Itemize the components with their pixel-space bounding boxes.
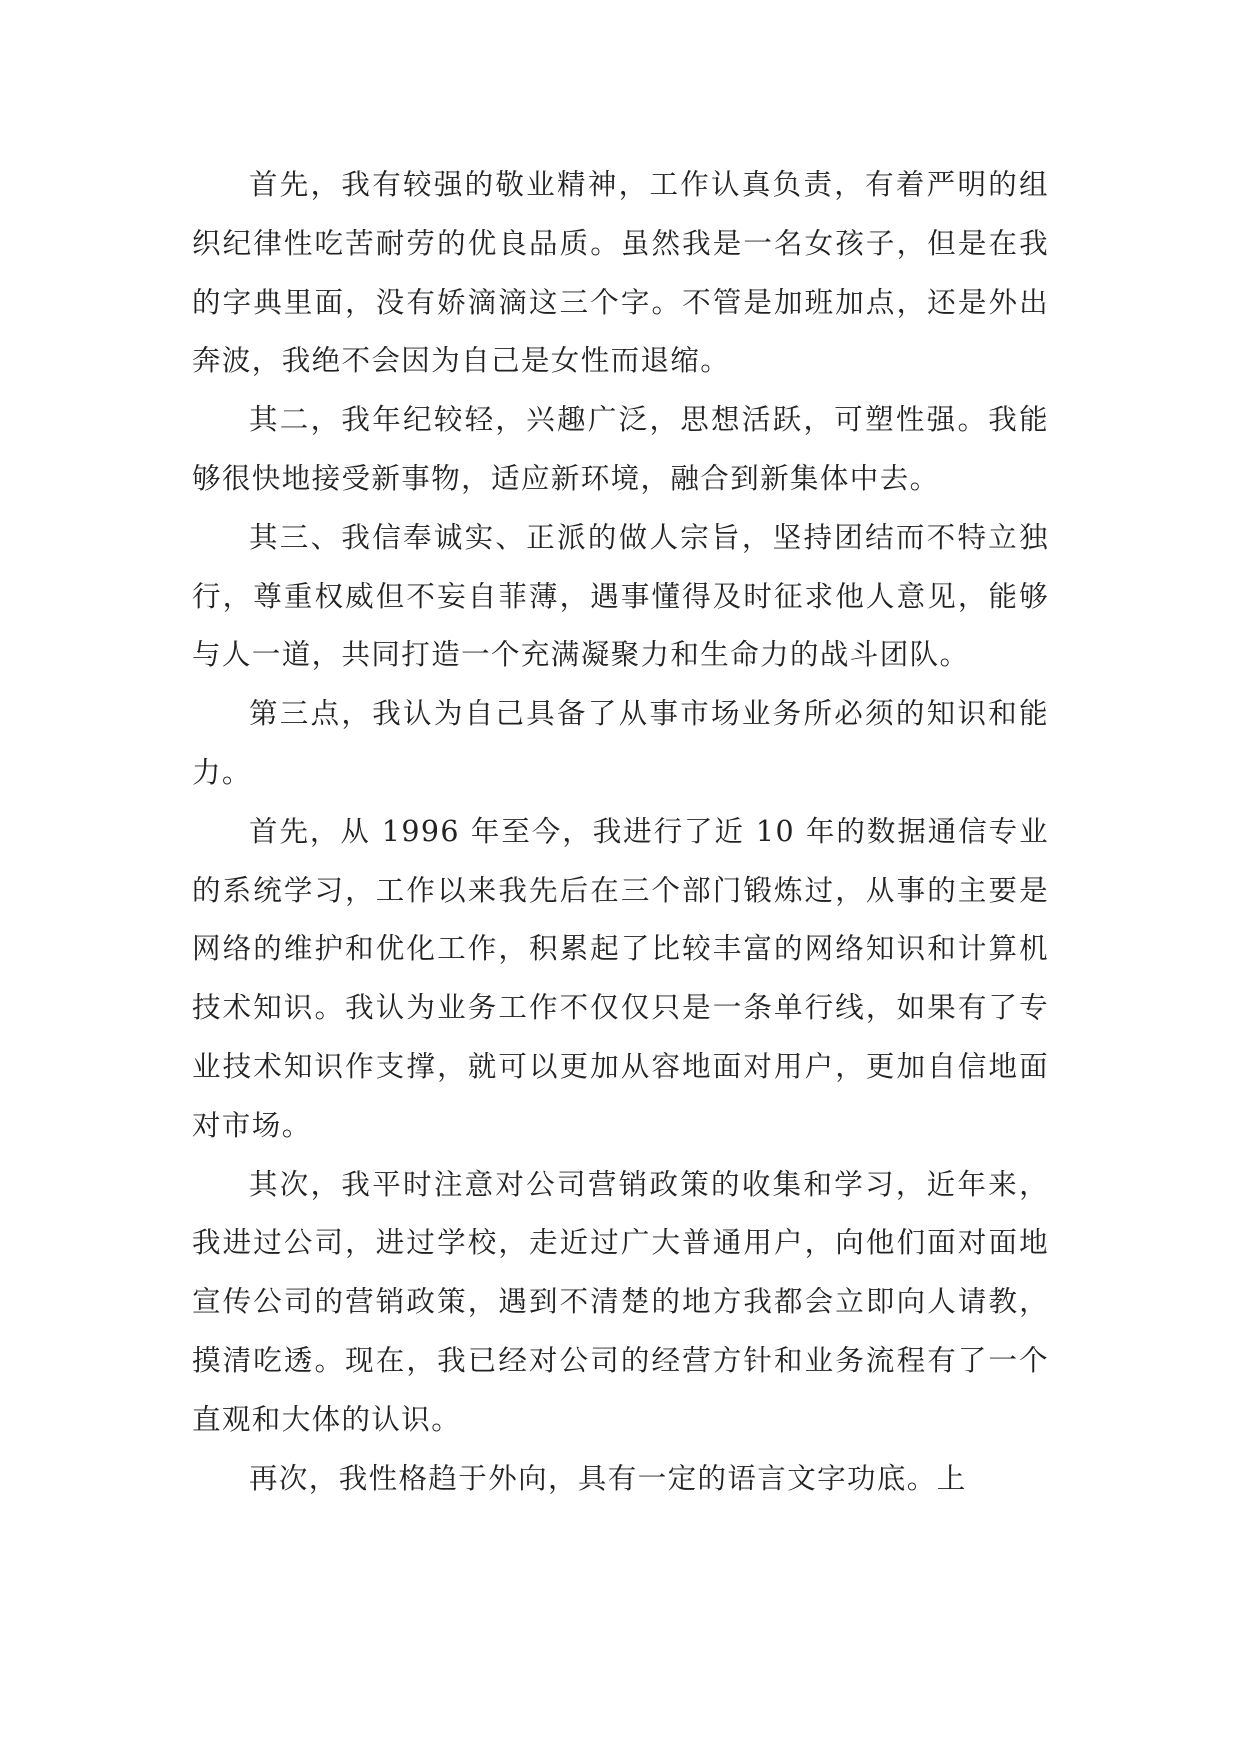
paragraph-marketing-policy: 其次，我平时注意对公司营销政策的收集和学习，近年来，我进过公司，进过学校，走近过广大普通用户，向他们面对面地宣传公司的营销政策，遇到不清楚的地方我都会立即向人请教，摸清吃透。现在，我已经对公司的经营方针和业务流程有了一个直观和大体的认识。 <box>192 1167 1049 1436</box>
paragraph-youth: 其二，我年纪较轻，兴趣广泛，思想活跃，可塑性强。我能够很快地接受新事物，适应新环境，融合到新集体中去。 <box>192 403 1049 495</box>
paragraph-study: 首先，从 1996 年至今，我进行了近 10 年的数据通信专业的系统学习，工作以来我先后在三个部门锻炼过，从事的主要是网络的维护和优化工作，积累起了比较丰富的网络知识和计算机技术知识。我认为业务工作不仅仅只是一条单行线，如果有了专业技术知识作支撑，就可以更加从容地面对用户，更加自信地面对市场。 <box>192 814 1049 1142</box>
paragraph-third-point: 第三点，我认为自己具备了从事市场业务所必须的知识和能力。 <box>192 697 1049 789</box>
paragraph-integrity: 其三、我信奉诚实、正派的做人宗旨，坚持团结而不特立独行，尊重权威但不妄自菲薄，遇事懂得及时征求他人意见，能够与人一道，共同打造一个充满凝聚力和生命力的战斗团队。 <box>192 520 1049 672</box>
paragraph-dedication: 首先，我有较强的敬业精神，工作认真负责，有着严明的组织纪律性吃苦耐劳的优良品质。虽然我是一名女孩子，但是在我的字典里面，没有娇滴滴这三个字。不管是加班加点，还是外出奔波，我绝不会因为自己是女性而退缩。 <box>192 168 1049 378</box>
paragraph-personality: 再次，我性格趋于外向，具有一定的语言文字功底。上 <box>249 1461 967 1495</box>
